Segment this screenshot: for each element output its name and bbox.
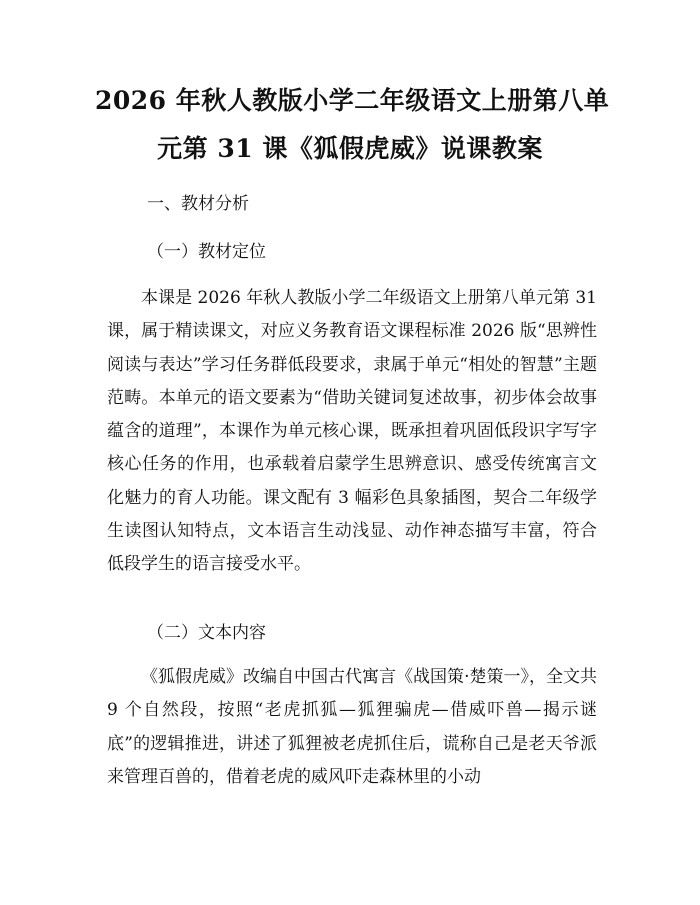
subsection-heading-text-content: （二）文本内容: [147, 623, 266, 643]
document-title-line-2: 元第 31 课《狐假虎威》说课教案: [157, 134, 543, 163]
document-title-line-1: 2026 年秋人教版小学二年级语文上册第八单: [95, 86, 610, 115]
subsection-heading-positioning: （一）教材定位: [147, 242, 266, 262]
paragraph-text-content: 《狐假虎威》改编自中国古代寓言《战国策·楚策一》，全文共 9 个自然段，按照“老虎抓狐—狐狸骗虎—借威吓兽—揭示谜底”的逻辑推进，讲述了狐狸被老虎抓住后，谎称自己是老天爷派来管理百兽的，借着老虎的威风吓走森林里的小动: [107, 667, 597, 787]
section-heading-textbook-analysis: 一、教材分析: [147, 194, 249, 214]
paragraph-positioning: 本课是 2026 年秋人教版小学二年级语文上册第八单元第 31 课，属于精读课文，对应义务教育语文课程标准 2026 版“思辨性阅读与表达”学习任务群低段要求，隶属于单元“相处的智慧”主题范畴。本单元的语文要素为“借助关键词复述故事，初步体会故事蕴含的道理”，本课作为单元核心课，既承担着巩固低段识字写字核心任务的作用，也承载着启蒙学生思辨意识、感受传统寓言文化魅力的育人功能。课文配有 3 幅彩色具象插图，契合二年级学生读图认知特点，文本语言生动浅显、动作神态描写丰富，符合低段学生的语言接受水平。: [107, 288, 597, 575]
